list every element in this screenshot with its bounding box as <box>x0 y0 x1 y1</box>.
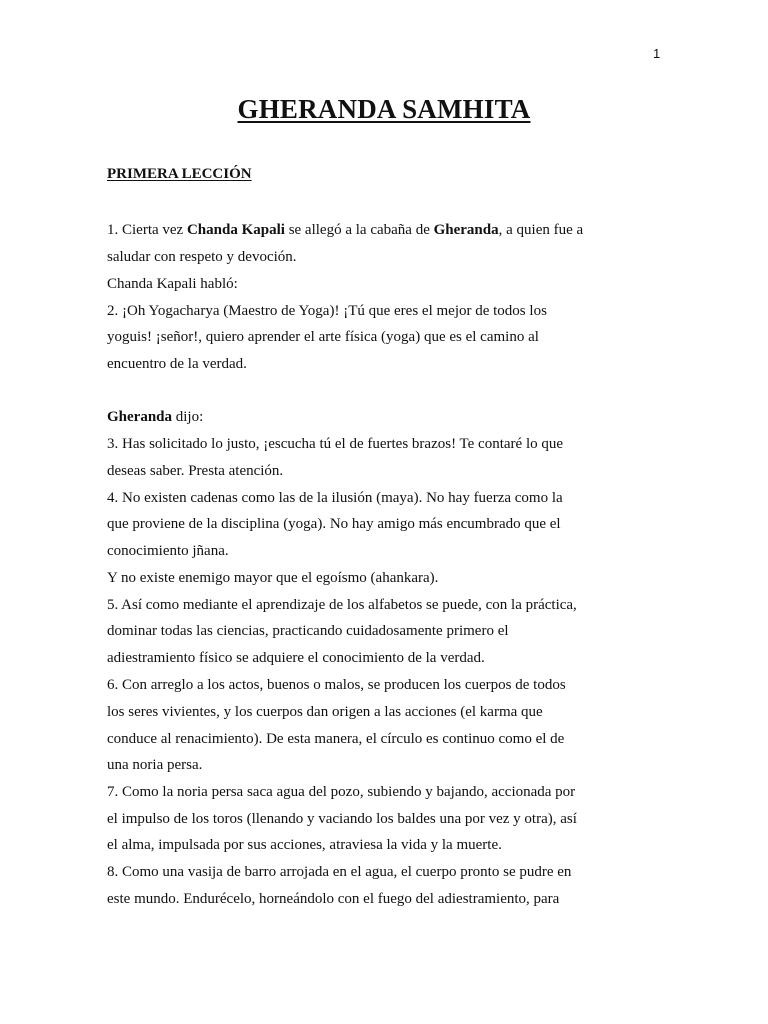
body-line: una noria persa. <box>107 757 203 773</box>
body-line: 8. Como una vasija de barro arrojada en el agua, el cuerpo pronto se pudre en <box>107 864 572 880</box>
chanda-spoke-line: Chanda Kapali habló: <box>107 276 238 292</box>
body-line: 6. Con arreglo a los actos, buenos o malos, se producen los cuerpos de todos <box>107 677 566 693</box>
body-line: este mundo. Endurécelo, horneándolo con el fuego del adiestramiento, para <box>107 891 560 907</box>
verse-2-line-2: yoguis! ¡señor!, quiero aprender el arte física (yoga) que es el camino al <box>107 329 539 345</box>
body-line: el impulso de los toros (llenando y vaciando los baldes una por vez y otra), así <box>107 811 577 827</box>
body-line: 5. Así como mediante el aprendizaje de los alfabetos se puede, con la práctica, <box>107 597 577 613</box>
name-gheranda: Gheranda <box>107 409 173 425</box>
verse-2-line-1: 2. ¡Oh Yogacharya (Maestro de Yoga)! ¡Tú que eres el mejor de todos los <box>107 303 547 319</box>
name-gheranda: Gheranda <box>433 222 499 238</box>
said-text: dijo: <box>172 409 204 425</box>
body-line: conocimiento jñana. <box>107 543 229 559</box>
document-title: GHERANDA SAMHITA <box>237 94 531 124</box>
gheranda-said-line <box>107 407 203 427</box>
verse-text: se allegó a la cabaña de <box>284 222 434 238</box>
body-line: 7. Como la noria persa saca agua del pozo, subiendo y bajando, accionada por <box>107 784 576 800</box>
verse-2-line-3: encuentro de la verdad. <box>107 356 247 372</box>
body-line: los seres vivientes, y los cuerpos dan origen a las acciones (el karma que <box>107 704 543 720</box>
verse-text: , a quien fue a <box>498 222 584 238</box>
body-line: el alma, impulsada por sus acciones, atraviesa la vida y la muerte. <box>107 837 502 853</box>
name-chanda-kapali: Chanda Kapali <box>186 222 285 238</box>
verse-1-line-2: saludar con respeto y devoción. <box>107 249 297 265</box>
verse-text: 1. Cierta vez <box>107 222 187 238</box>
body-line: que proviene de la disciplina (yoga). No hay amigo más encumbrado que el <box>107 516 561 532</box>
body-line: conduce al renacimiento). De esta manera, el círculo es continuo como el de <box>107 731 565 747</box>
body-line: 4. No existen cadenas como las de la ilusión (maya). No hay fuerza como la <box>107 490 563 506</box>
page-number: 1 <box>653 46 661 61</box>
body-line: Y no existe enemigo mayor que el egoísmo (ahankara). <box>107 570 439 586</box>
body-line: deseas saber. Presta atención. <box>107 463 284 479</box>
section-heading: PRIMERA LECCIÓN <box>107 166 252 182</box>
verse-1-line-1 <box>107 220 583 240</box>
body-line: dominar todas las ciencias, practicando cuidadosamente primero el <box>107 623 509 639</box>
body-line: adiestramiento físico se adquiere el conocimiento de la verdad. <box>107 650 485 666</box>
body-line: 3. Has solicitado lo justo, ¡escucha tú el de fuertes brazos! Te contaré lo que <box>107 436 564 452</box>
